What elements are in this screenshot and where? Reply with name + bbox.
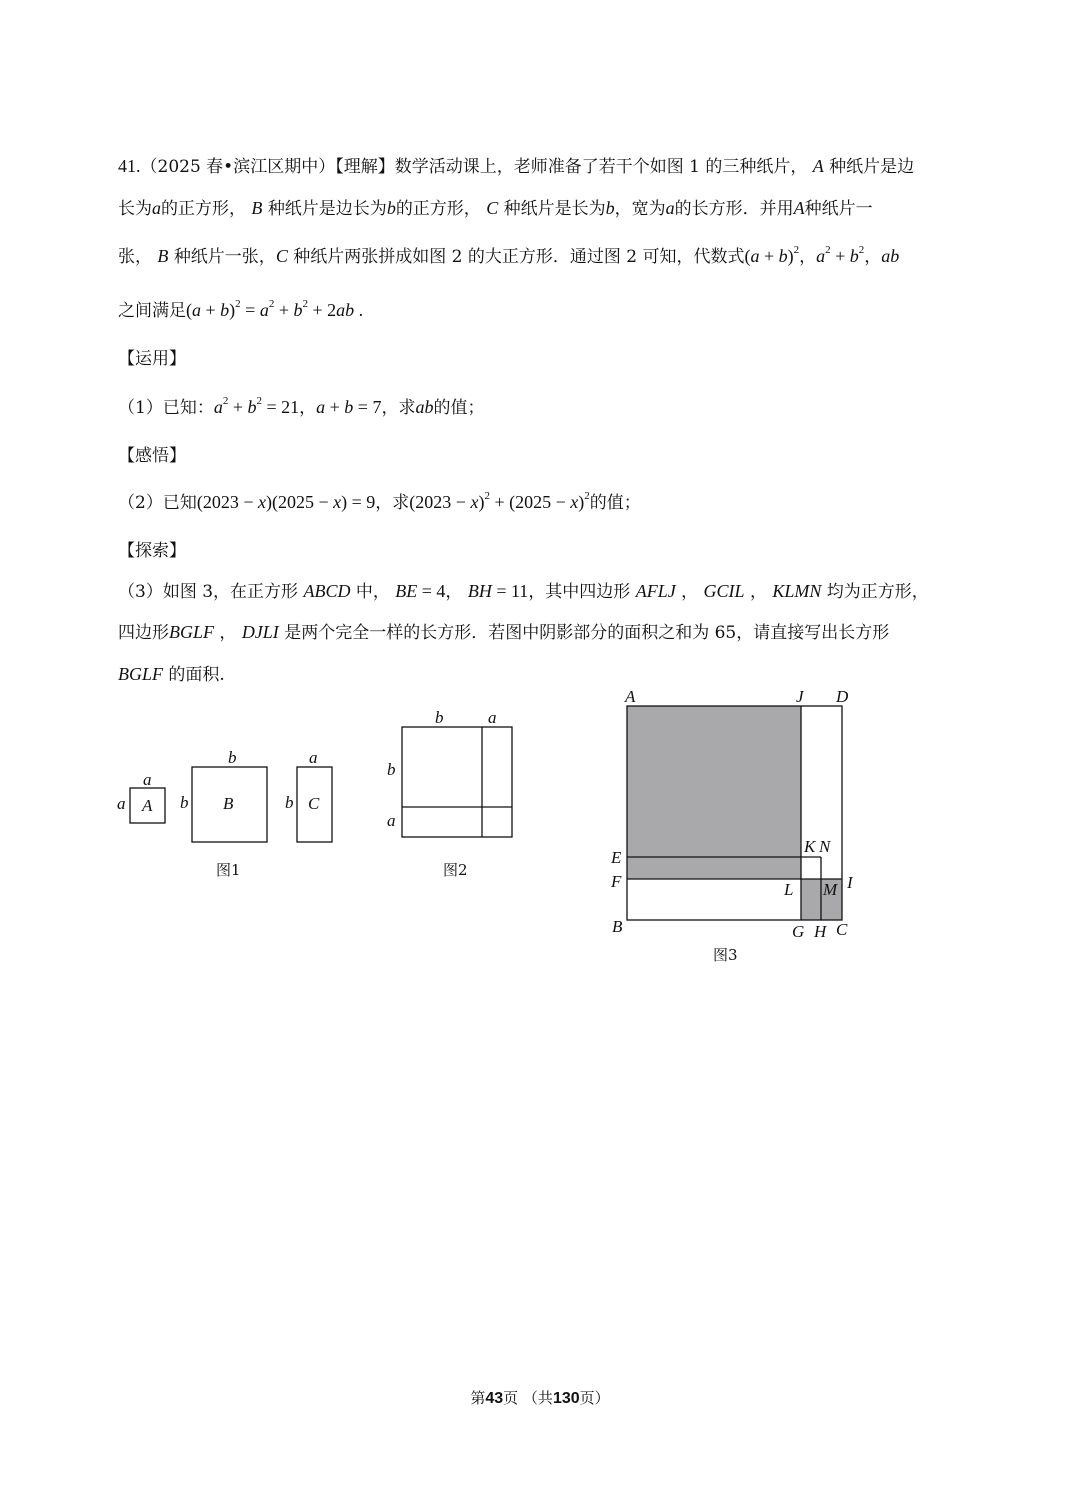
fig3-shade-AFLJ: [627, 706, 801, 879]
fig3-label-K: K: [804, 837, 816, 856]
text: 的长方形．并用: [674, 199, 794, 219]
fig3-label-L: L: [784, 880, 794, 899]
fig1-label-a-top: a: [143, 770, 152, 789]
fig1-label-a-left: a: [117, 794, 126, 813]
text: 种纸片两张拼成如图 2 的大正方形．通过图 2 可知，代数式: [293, 247, 745, 267]
eq-BH: BH = 11: [467, 581, 529, 601]
fig2-big-square: [402, 727, 512, 837]
text: 张，: [118, 247, 152, 267]
text: （1）已知：: [118, 398, 214, 418]
intro-text-2: 种纸片是边: [829, 157, 915, 177]
tag-understand: 【理解】: [335, 157, 395, 177]
expr-sum-squares: $a^2 + b^2$: [816, 244, 865, 266]
text: ，求: [375, 493, 410, 513]
quad-AFLJ: AFLJ: [635, 581, 676, 601]
text: 种纸片一: [804, 199, 873, 219]
text: 种纸片是边长为: [267, 199, 387, 219]
fig3-label-M: M: [823, 880, 838, 899]
var-B: B: [157, 246, 169, 266]
var-B: B: [251, 198, 263, 218]
problem-source: （2025 春•滨江区期中）: [140, 157, 336, 177]
text: （2）已知: [118, 493, 197, 513]
q1-eq1: $a^2 + b^2 = 21$: [213, 395, 300, 417]
fig1-caption: 图1: [216, 861, 241, 879]
fig1-label-B: B: [223, 794, 234, 813]
fig2-label-b-top: b: [435, 708, 444, 727]
text: 的正方形，: [161, 199, 246, 219]
problem-number: 41.: [118, 156, 141, 176]
tag-apply: 【运用】: [118, 349, 186, 369]
square-ABCD: ABCD: [303, 581, 351, 601]
footer-suffix: 页）: [579, 1389, 610, 1407]
rect-BGLF: BGLF: [169, 622, 214, 642]
fig2-label-b-left: b: [387, 760, 396, 779]
quad-GCIL: GCIL: [703, 581, 745, 601]
q2-target: $(2023 - x)^2 + (2025 - x)^2$: [409, 490, 590, 512]
fig3-label-G: G: [792, 922, 805, 941]
text: ，求: [381, 398, 416, 418]
text: 的值；: [433, 398, 485, 418]
text: 的值；: [589, 493, 641, 513]
text: ，宽为: [614, 199, 666, 219]
text: 均为正方形，: [826, 582, 929, 602]
footer-total-pages: 130: [552, 1390, 580, 1407]
fig3-label-H: H: [814, 922, 827, 941]
text: ，其中四边形: [528, 582, 631, 602]
fig1-label-C: C: [308, 794, 320, 813]
intro-text: 数学活动课上，老师准备了若干个如图 1 的三种纸片，: [394, 157, 808, 177]
fig3-label-C: C: [836, 920, 848, 939]
rect-DJLI: DJLI: [241, 622, 279, 642]
fig1-label-b-left: b: [180, 793, 189, 812]
var-a: a: [665, 198, 675, 218]
expr-ab: ab: [881, 246, 900, 266]
text: 的面积.: [168, 665, 225, 685]
fig3-label-E: E: [611, 848, 622, 867]
fig2-label-a-left: a: [387, 811, 396, 830]
fig1-label-b-C: b: [285, 793, 294, 812]
q1-eq2: a + b = 7: [316, 397, 382, 417]
fig1-label-a-C: a: [309, 748, 318, 767]
text: 种纸片是长为: [503, 199, 606, 219]
var-C: C: [486, 198, 499, 218]
text: （3）如图 3，在正方形: [118, 582, 299, 602]
text: 的正方形，: [395, 199, 481, 219]
quad-KLMN: KLMN: [772, 581, 822, 601]
fig3-label-F: F: [611, 872, 622, 891]
var-C: C: [275, 246, 288, 266]
var-A: A: [793, 198, 805, 218]
q2-given: (2023 − x)(2025 − x) = 9: [196, 492, 376, 512]
fig2-label-a-top: a: [488, 708, 497, 727]
fig3-label-A: A: [625, 687, 636, 706]
text: 之间满足: [118, 301, 186, 321]
fig2-caption: 图2: [443, 861, 468, 879]
question-3-line-1: （3）如图 3，在正方形 ABCD 中， BE = 4， BH = 11，其中四边形 AFLJ ， GCIL ， KLMN 均为正方形，: [118, 581, 929, 602]
fig1-label-b-top: b: [228, 748, 237, 767]
var-b: b: [605, 198, 615, 218]
footer-prefix: 第: [470, 1389, 486, 1407]
fig3-label-I: I: [847, 873, 853, 892]
tag-explore: 【探索】: [118, 541, 186, 561]
text: 是两个完全一样的长方形．若图中阴影部分的面积之和为 65，请直接写出长方形: [284, 623, 890, 643]
var-A: A: [812, 156, 824, 176]
problem-line-3: 张， B 种纸片一张，C 种纸片两张拼成如图 2 的大正方形．通过图 2 可知，代数式$(a + b)^2$，$a^2 + b^2$，ab: [118, 244, 900, 267]
eq-BE: BE = 4: [395, 581, 446, 601]
fig3-label-D: D: [836, 687, 849, 706]
text: 长为: [118, 199, 152, 219]
var-a: a: [152, 198, 161, 218]
fig3-label-B: B: [612, 917, 623, 936]
footer-page-number: 43: [485, 1390, 504, 1407]
expr-square-sum: $(a + b)^2$: [744, 244, 800, 266]
q1-ab: ab: [415, 397, 434, 417]
question-3-line-2: 四边形BGLF ， DJLI 是两个完全一样的长方形．若图中阴影部分的面积之和为 65，请直接写出长方形: [118, 622, 890, 643]
text: ，: [299, 398, 317, 418]
text: 中，: [355, 582, 390, 602]
fig3-caption: 图3: [713, 946, 738, 964]
rect-BGLF: BGLF: [118, 664, 163, 684]
tag-insight: 【感悟】: [118, 446, 186, 466]
fig3-label-N: N: [819, 837, 831, 856]
fig1-label-A: A: [142, 796, 153, 815]
identity: $(a + b)^2 = a^2 + b^2 + 2ab$ .: [186, 298, 364, 320]
fig3-label-J: J: [796, 687, 804, 706]
footer-mid: 页 （共: [503, 1389, 553, 1407]
var-b: b: [386, 198, 396, 218]
text: 种纸片一张，: [173, 247, 276, 267]
text: 四边形: [118, 623, 169, 643]
page-footer: [0, 1387, 1080, 1408]
